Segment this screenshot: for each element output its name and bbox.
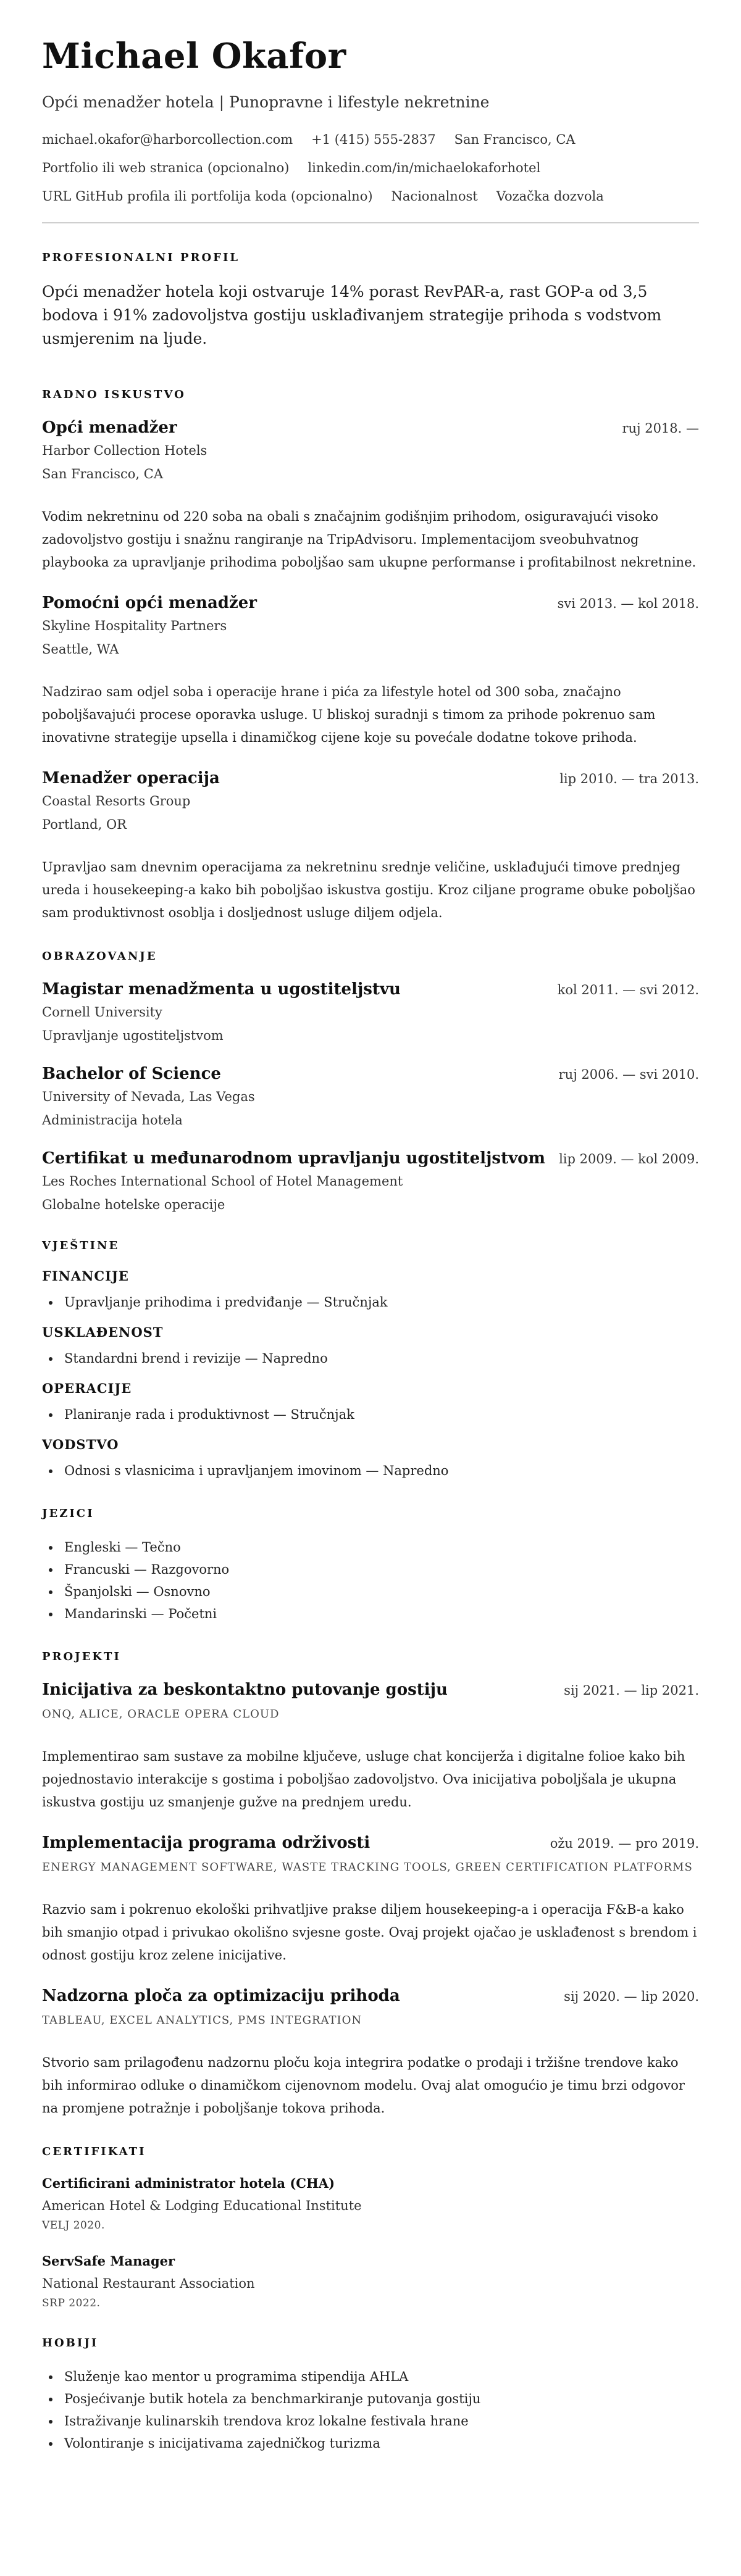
- project-description: Razvio sam i pokrenuo ekološki prihvatljive prakse diljem housekeeping-a i operacija F&B-a kako bih smanjio otpad i privukao okolišno svjesne goste. Ovaj projekt ojačao je usklađenost s brendom i odnost gostiju kroz zelene inicijative.: [42, 1902, 697, 1963]
- skill-category: USKLAĐENOST: [42, 1324, 164, 1340]
- hobby-item: • Posjećivanje butik hotela za benchmarkiranje putovanja gostiju: [61, 2388, 699, 2410]
- github-link[interactable]: URL GitHub profila ili portfolija koda (opcionalno): [42, 189, 373, 204]
- job-dates: lip 2010. — tra 2013.: [559, 771, 699, 786]
- location: San Francisco, CA: [454, 132, 576, 147]
- certificate-date: VELJ 2020.: [42, 2219, 105, 2232]
- language-item: • Španjolski — Osnovno: [61, 1581, 699, 1603]
- section-title: VJEŠTINE: [42, 1239, 120, 1252]
- school: Cornell University: [42, 1005, 162, 1020]
- candidate-headline: Opći menadžer hotela | Punopravne i lifestyle nekretnine: [42, 93, 490, 111]
- job-title: Menadžer operacija: [42, 769, 220, 787]
- job-description: Vodim nekretninu od 220 soba na obali s značajnim godišnjim prihodom, osiguravajući visoko zadovoljstvo gostiju i snažnu rangiranje na TripAdvisoru. Implementacijom sveobuhvatnog playbooka za upravljanje prihodima poboljšao sam ukupne performanse i profitabilnost nekretnine.: [42, 509, 697, 570]
- drivers-license: Vozačka dozvola: [496, 189, 604, 204]
- job-location: San Francisco, CA: [42, 467, 164, 481]
- candidate-name: Michael Okafor: [42, 36, 346, 77]
- education-dates: kol 2011. — svi 2012.: [557, 983, 699, 997]
- job-description: Nadzirao sam odjel soba i operacije hrane i pića za lifestyle hotel od 300 soba, značajno poboljšavajući procese oporavka usluge. U bliskoj suradnji s timom za prihode pokrenuo sam inovativne strategije upsella i dinamičkog cijene koje su povećale dodatne tokove prihoda.: [42, 684, 656, 745]
- company: Coastal Resorts Group: [42, 794, 191, 808]
- section-title: PROJEKTI: [42, 1650, 121, 1663]
- project-name: Inicijativa za beskontaktno putovanje gostiju: [42, 1681, 448, 1699]
- contact-row: [42, 188, 699, 205]
- linkedin-link[interactable]: linkedin.com/in/michaelokaforhotel: [308, 160, 541, 175]
- section-title: RADNO ISKUSTVO: [42, 388, 186, 401]
- hobbies-section: [42, 2336, 699, 2454]
- skill-list: [42, 1291, 699, 1313]
- experience-section: [42, 388, 699, 924]
- portfolio-link[interactable]: Portfolio ili web stranica (opcionalno): [42, 160, 290, 175]
- phone[interactable]: +1 (415) 555-2837: [311, 132, 436, 147]
- certificates-section: [42, 2145, 699, 2311]
- job-location: Seattle, WA: [42, 642, 119, 657]
- field-of-study: Administracija hotela: [42, 1113, 183, 1128]
- degree: Certifikat u međunarodnom upravljanju ugostiteljstvom: [42, 1149, 546, 1168]
- skill-item: • Planiranje rada i produktivnost — Stručnjak: [61, 1403, 699, 1426]
- project-description: Implementirao sam sustave za mobilne ključeve, usluge chat koncijerža i digitalne folioe kako bih pojednostavio interakcije s gostima i poboljšao zadovoljstvo. Ova inicijativa poboljšala je ukupna iskustva gostiju uz smanjenje gužve na prednjem uredu.: [42, 1749, 685, 1809]
- skill-list: [42, 1460, 699, 1482]
- education-entry: [42, 1063, 699, 1129]
- skills-section: [42, 1239, 699, 1482]
- section-title: HOBIJI: [42, 2337, 99, 2350]
- experience-entry: [42, 768, 699, 924]
- skill-item: • Upravljanje prihodima i predviđanje — Stručnjak: [61, 1291, 699, 1313]
- profile-section: [42, 251, 699, 351]
- school: Les Roches International School of Hotel Management: [42, 1174, 403, 1189]
- language-item: • Mandarinski — Početni: [61, 1603, 699, 1625]
- certificate-date: SRP 2022.: [42, 2297, 101, 2309]
- job-dates: ruj 2018. —: [622, 421, 699, 436]
- education-entry: [42, 1148, 699, 1214]
- project-entry: [42, 1832, 699, 1967]
- email[interactable]: michael.okafor@harborcollection.com: [42, 132, 293, 147]
- language-item: • Engleski — Tečno: [61, 1536, 699, 1558]
- section-title: PROFESIONALNI PROFIL: [42, 251, 240, 264]
- hobby-item: • Volontiranje s inicijativama zajedničkog turizma: [61, 2432, 699, 2454]
- project-dates: ožu 2019. — pro 2019.: [550, 1836, 699, 1851]
- skill-list: [42, 1347, 699, 1369]
- education-dates: lip 2009. — kol 2009.: [559, 1152, 699, 1166]
- section-title: JEZICI: [42, 1507, 94, 1520]
- hobby-list: [42, 2366, 699, 2454]
- resume-header: [42, 35, 699, 205]
- education-dates: ruj 2006. — svi 2010.: [558, 1067, 699, 1082]
- contact-row: [42, 131, 699, 148]
- project-dates: sij 2021. — lip 2021.: [564, 1683, 699, 1698]
- certificate-issuer: American Hotel & Lodging Educational Institute: [42, 2198, 362, 2213]
- job-title: Pomoćni opći menadžer: [42, 594, 257, 612]
- education-entry: [42, 979, 699, 1045]
- skill-item: • Odnosi s vlasnicima i upravljanjem imovinom — Napredno: [61, 1460, 699, 1482]
- nationality: Nacionalnost: [391, 189, 478, 204]
- language-list: [42, 1536, 699, 1625]
- skill-list: [42, 1403, 699, 1426]
- languages-section: [42, 1506, 699, 1625]
- certificate-name: Certificirani administrator hotela (CHA): [42, 2175, 335, 2191]
- job-location: Portland, OR: [42, 817, 127, 832]
- language-item: • Francuski — Razgovorno: [61, 1558, 699, 1581]
- project-dates: sij 2020. — lip 2020.: [564, 1989, 699, 2004]
- project-technologies: TABLEAU, EXCEL ANALYTICS, PMS INTEGRATION: [42, 2014, 362, 2027]
- skill-category: FINANCIJE: [42, 1268, 129, 1284]
- job-dates: svi 2013. — kol 2018.: [557, 596, 699, 611]
- project-entry: [42, 1985, 699, 2120]
- section-title: OBRAZOVANJE: [42, 950, 157, 963]
- degree: Bachelor of Science: [42, 1065, 221, 1083]
- contact-row: [42, 159, 699, 177]
- section-title: CERTIFIKATI: [42, 2145, 146, 2158]
- experience-entry: [42, 417, 699, 574]
- skill-category: OPERACIJE: [42, 1381, 132, 1396]
- project-entry: [42, 1679, 699, 1814]
- degree: Magistar menadžmenta u ugostiteljstvu: [42, 980, 401, 999]
- school: University of Nevada, Las Vegas: [42, 1089, 255, 1104]
- education-section: [42, 949, 699, 1214]
- field-of-study: Globalne hotelske operacije: [42, 1197, 225, 1212]
- hobby-item: • Služenje kao mentor u programima stipendija AHLA: [61, 2366, 699, 2388]
- certificate-entry: [42, 2252, 699, 2311]
- field-of-study: Upravljanje ugostiteljstvom: [42, 1028, 224, 1043]
- certificate-entry: [42, 2174, 699, 2233]
- company: Skyline Hospitality Partners: [42, 618, 227, 633]
- skill-category: VODSTVO: [42, 1437, 119, 1452]
- certificate-name: ServSafe Manager: [42, 2253, 175, 2269]
- experience-entry: [42, 592, 699, 749]
- certificate-issuer: National Restaurant Association: [42, 2276, 255, 2291]
- skill-item: • Standardni brend i revizije — Napredno: [61, 1347, 699, 1369]
- project-name: Nadzorna ploča za optimizaciju prihoda: [42, 1987, 400, 2005]
- project-description: Stvorio sam prilagođenu nadzornu ploču koja integrira podatke o prodaji i tržišne trendove kako bih informirao odluke o dinamičkom cijenovnom modelu. Ovaj alat omogućio je timu brzi odgovor na promjene potražnje i poboljšanje tokova prihoda.: [42, 2055, 685, 2116]
- job-title: Opći menadžer: [42, 418, 177, 437]
- project-name: Implementacija programa održivosti: [42, 1834, 371, 1852]
- projects-section: [42, 1650, 699, 2120]
- header-divider: [42, 222, 699, 223]
- company: Harbor Collection Hotels: [42, 443, 207, 458]
- profile-summary: Opći menadžer hotela koji ostvaruje 14% porast RevPAR-a, rast GOP-a od 3,5 bodova i 91% zadovoljstva gostiju usklađivanjem strategije prihoda s vodstvom usmjerenim na ljude.: [42, 283, 662, 347]
- project-technologies: ONQ, ALICE, ORACLE OPERA CLOUD: [42, 1708, 280, 1721]
- project-technologies: ENERGY MANAGEMENT SOFTWARE, WASTE TRACKING TOOLS, GREEN CERTIFICATION PLATFORMS: [42, 1861, 693, 1874]
- job-description: Upravljao sam dnevnim operacijama za nekretninu srednje veličine, usklađujući timove prednjeg ureda i housekeeping-a kako bih poboljšao iskustva gostiju. Kroz ciljane programe obuke poboljšao sam produktivnost osoblja i dosljednost usluge diljem odjela.: [42, 860, 695, 920]
- hobby-item: • Istraživanje kulinarskih trendova kroz lokalne festivala hrane: [61, 2410, 699, 2432]
